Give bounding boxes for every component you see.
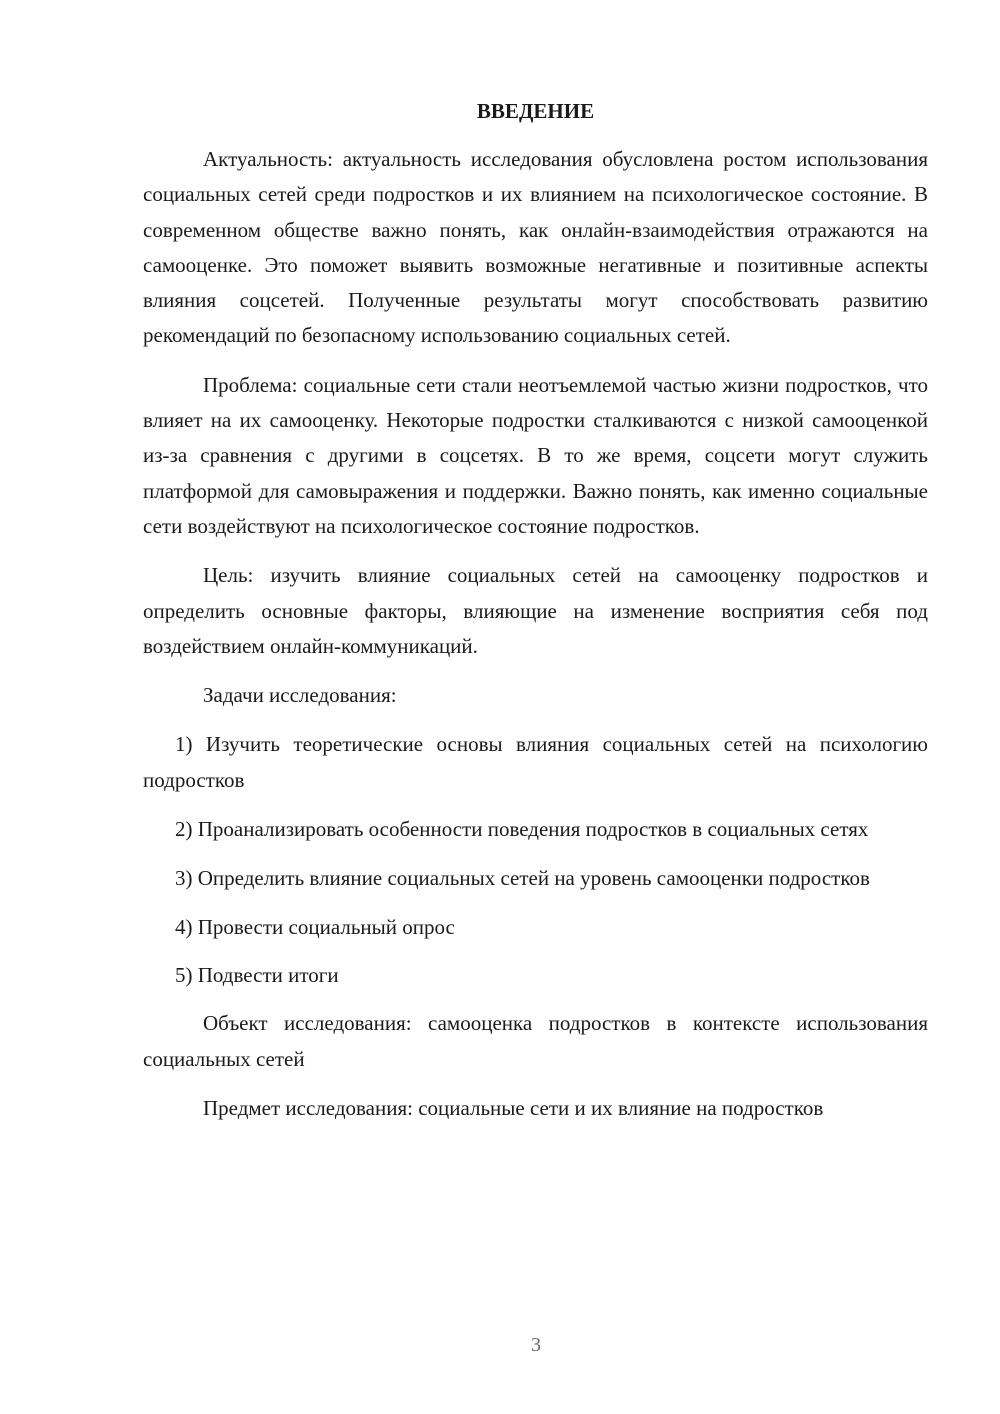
task-item-4: 4) Провести социальный опрос xyxy=(175,914,455,939)
tasks-heading: Задачи исследования: xyxy=(203,683,397,708)
problem-paragraph: Проблема: социальные сети стали неотъемлемой частью жизни подростков, что влияет на их самооценку. Некоторые подростки сталкиваются с низкой самооценкой из-за сравнения с другими в соцсетях. В то же время, соцсети могут служить платформой для самовыражения и поддержки. Важно понять, как именно социальные сети воздействуют на психологическое состояние подростков. xyxy=(143,372,928,538)
object-paragraph: Объект исследования: самооценка подростков в контексте использования социальных сетей xyxy=(143,1011,928,1071)
page-content xyxy=(143,96,928,1126)
subject-paragraph: Предмет исследования: социальные сети и их влияние на подростков xyxy=(203,1095,824,1120)
goal-paragraph: Цель: изучить влияние социальных сетей на самооценку подростков и определить основные факторы, влияющие на изменение восприятия себя под воздействием онлайн-коммуникаций. xyxy=(143,563,928,658)
task-item-3: 3) Определить влияние социальных сетей на уровень самооценки подростков xyxy=(175,866,870,891)
task-item-1: 1) Изучить теоретические основы влияния социальных сетей на психологию подростков xyxy=(143,732,928,792)
task-item-2: 2) Проанализировать особенности поведения подростков в социальных сетях xyxy=(175,817,869,842)
page-number: 3 xyxy=(531,1334,541,1356)
relevance-paragraph: Актуальность: актуальность исследования обусловлена ростом использования социальных сетей среди подростков и их влиянием на психологическое состояние. В современном обществе важно понять, как онлайн-взаимодействия отражаются на самооценке. Это поможет выявить возможные негативные и позитивные аспекты влияния соцсетей. Полученные результаты могут способствовать развитию рекомендаций по безопасному использованию социальных сетей. xyxy=(143,147,928,348)
task-item-5: 5) Подвести итоги xyxy=(175,962,339,987)
page-title: ВВЕДЕНИЕ xyxy=(476,99,595,123)
